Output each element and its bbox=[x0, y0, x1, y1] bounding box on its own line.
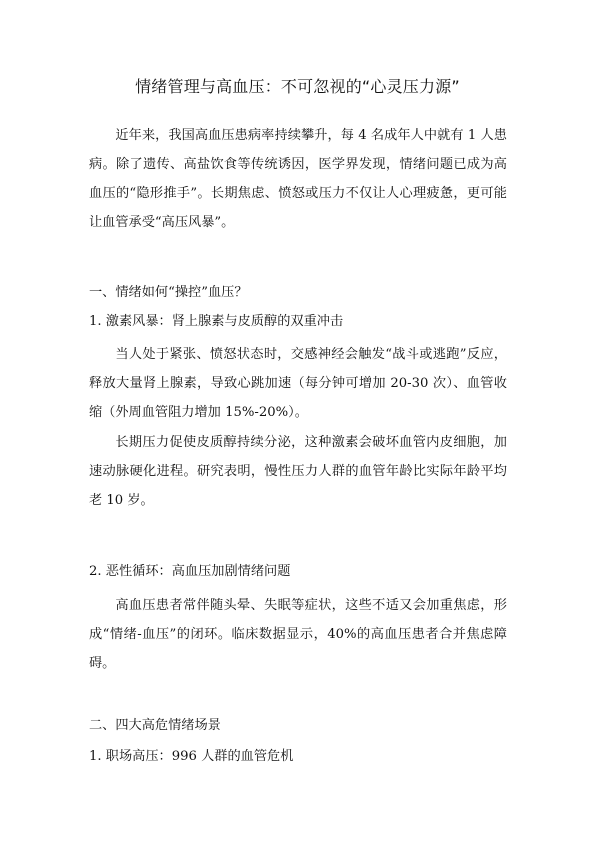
section-1-2-heading: 2. 恶性循环：高血压加剧情绪问题 bbox=[89, 564, 291, 579]
section-1-1-paragraph-1: 当人处于紧张、愤怒状态时，交感神经会触发“战斗或逃跑”反应，释放大量肾上腺素，导致心跳加速（每分钟可增加 20-30 次）、血管收缩（外周血管阻力增加 15%-20%）。 bbox=[89, 347, 507, 420]
section-2-heading: 二、四大高危情绪场景 bbox=[89, 718, 221, 733]
section-1-1-paragraph-2: 长期压力促使皮质醇持续分泌，这种激素会破坏血管内皮细胞，加速动脉硬化进程。研究表明，慢性压力人群的血管年龄比实际年龄平均老 10 岁。 bbox=[89, 435, 507, 508]
section-1-2-paragraph-1: 高血压患者常伴随头晕、失眠等症状，这些不适又会加重焦虑，形成“情绪-血压”的闭环。临床数据显示，40%的高血压患者合并焦虑障碍。 bbox=[89, 598, 507, 671]
intro-paragraph: 近年来，我国高血压患病率持续攀升，每 4 名成年人中就有 1 人患病。除了遗传、高盐饮食等传统诱因，医学界发现，情绪问题已成为高血压的“隐形推手”。长期焦虑、愤怒或压力不仅让人心理疲惫，更可能让血管承受“高压风暴”。 bbox=[89, 128, 507, 230]
section-1-1-heading: 1. 激素风暴：肾上腺素与皮质醇的双重冲击 bbox=[89, 314, 344, 329]
document-title: 情绪管理与高血压：不可忽视的“心灵压力源” bbox=[135, 77, 460, 96]
section-1-heading: 一、情绪如何“操控”血压？ bbox=[89, 285, 248, 300]
section-2-1-heading: 1. 职场高压：996 人群的血管危机 bbox=[89, 749, 294, 764]
